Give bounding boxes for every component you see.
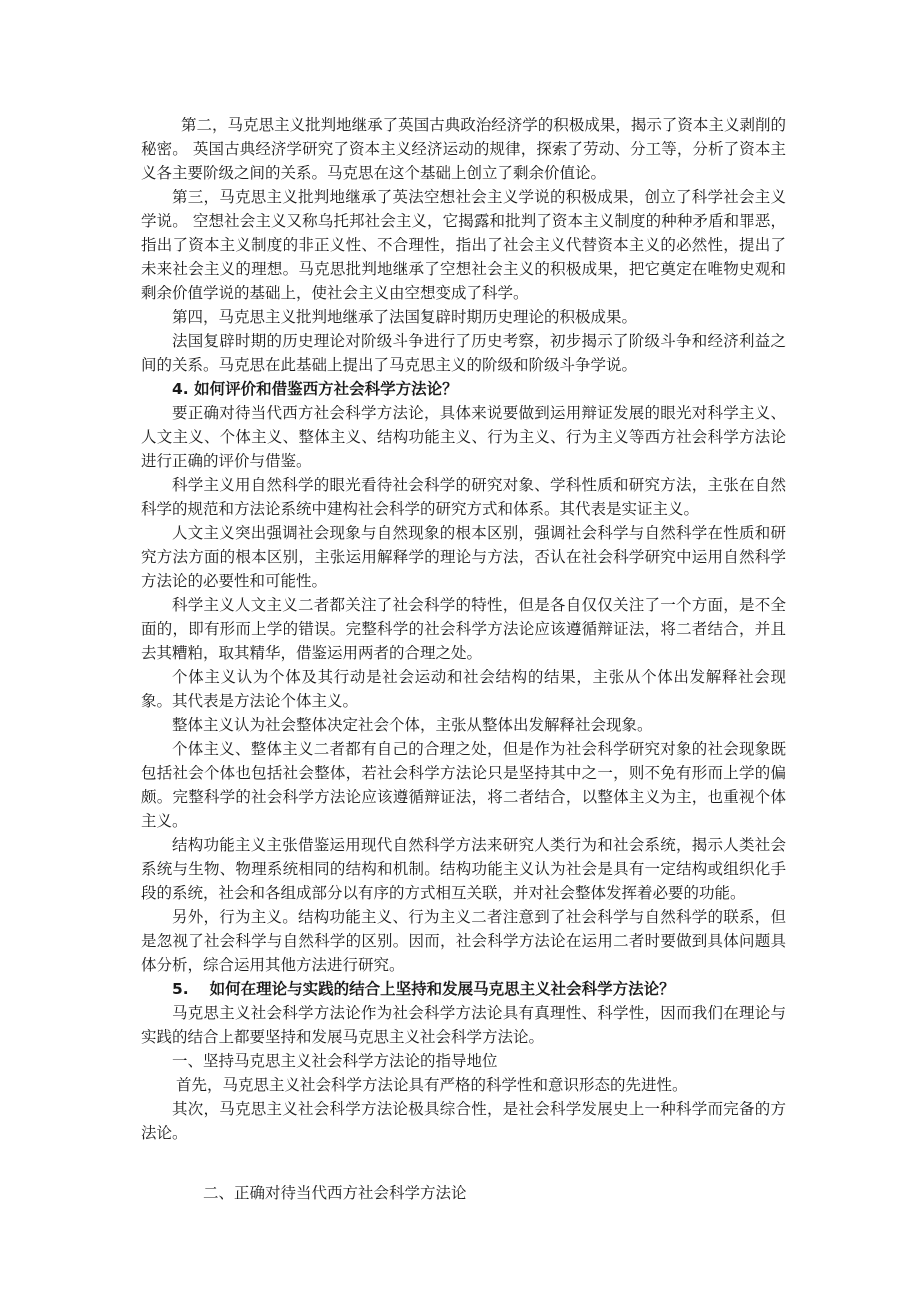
paragraph: 法国复辟时期的历史理论对阶级斗争进行了历史考察，初步揭示了阶级斗争和经济利益之间的关系。马克思在此基础上提出了马克思主义的阶级和阶级斗争学说。 (141, 332, 786, 374)
paragraph: 第四，马克思主义批判地继承了法国复辟时期历史理论的积极成果。 (172, 308, 638, 326)
paragraph: 首先，马克思主义社会科学方法论具有严格的科学性和意识形态的先进性。 (176, 1076, 688, 1094)
paragraph: 人文主义突出强调社会现象与自然现象的根本区别，强调社会科学与自然科学在性质和研究方法方面的根本区别，主张运用解释学的理论与方法，否认在社会科学研究中运用自然科学方法论的必要性和可能性。 (141, 524, 786, 590)
paragraph: 第三，马克思主义批判地继承了英法空想社会主义学说的积极成果，创立了科学社会主义学说。 空想社会主义又称乌托邦社会主义，它揭露和批判了资本主义制度的种种矛盾和罪恶，指出了资本主义制度的非正义性、不合理性，指出了社会主义代替资本主义的必然性，提出了未来社会主义的理想。马克思批判地继承了空想社会主义的积极成果，把它奠定在唯物史观和剩余价值学说的基础上，使社会主义由空想变成了科学。 (141, 188, 786, 302)
paragraph: 另外，行为主义。结构功能主义、行为主义二者注意到了社会科学与自然科学的联系，但是忽视了社会科学与自然科学的区别。因而，社会科学方法论在运用二者时要做到具体问题具体分析，综合运用其他方法进行研究。 (141, 908, 786, 974)
paragraph: 第二，马克思主义批判地继承了英国古典政治经济学的积极成果，揭示了资本主义剥削的秘密。 英国古典经济学研究了资本主义经济运动的规律，探索了劳动、分工等，分析了资本主义各主要阶级之间的关系。马克思在这个基础上创立了剩余价值论。 (141, 116, 786, 182)
paragraph: 一、坚持马克思主义社会科学方法论的指导地位 (172, 1052, 498, 1070)
paragraph: 科学主义人文主义二者都关注了社会科学的特性，但是各自仅仅关注了一个方面，是不全面的，即有形而上学的错误。完整科学的社会科学方法论应该遵循辩证法，将二者结合，并且去其糟粕，取其精华，借鉴运用两者的合理之处。 (141, 596, 786, 662)
section-heading: 4. 如何评价和借鉴西方社会科学方法论？ (172, 380, 458, 398)
paragraph: 马克思主义社会科学方法论作为社会科学方法论具有真理性、科学性，因而我们在理论与实践的结合上都要坚持和发展马克思主义社会科学方法论。 (141, 1004, 786, 1046)
document-body (141, 113, 786, 1205)
paragraph: 整体主义认为社会整体决定社会个体，主张从整体出发解释社会现象。 (172, 716, 653, 734)
paragraph: 要正确对待当代西方社会科学方法论，具体来说要做到运用辩证发展的眼光对科学主义、人文主义、个体主义、整体主义、结构功能主义、行为主义、行为主义等西方社会科学方法论进行正确的评价与借鉴。 (141, 404, 786, 470)
paragraph: 二、正确对待当代西方社会科学方法论 (203, 1184, 467, 1202)
section-heading: 5. 如何在理论与实践的结合上坚持和发展马克思主义社会科学方法论？ (172, 980, 675, 998)
paragraph: 个体主义认为个体及其行动是社会运动和社会结构的结果，主张从个体出发解释社会现象。其代表是方法论个体主义。 (141, 668, 786, 710)
paragraph: 科学主义用自然科学的眼光看待社会科学的研究对象、学科性质和研究方法，主张在自然科学的规范和方法论系统中建构社会科学的研究方式和体系。其代表是实证主义。 (141, 476, 786, 518)
paragraph: 个体主义、整体主义二者都有自己的合理之处，但是作为社会科学研究对象的社会现象既包括社会个体也包括社会整体，若社会科学方法论只是坚持其中之一，则不免有形而上学的偏颇。完整科学的社会科学方法论应该遵循辩证法，将二者结合，以整体主义为主，也重视个体主义。 (141, 740, 786, 830)
paragraph: 其次，马克思主义社会科学方法论极具综合性，是社会科学发展史上一种科学而完备的方法论。 (141, 1100, 786, 1142)
paragraph: 结构功能主义主张借鉴运用现代自然科学方法来研究人类行为和社会系统，揭示人类社会系统与生物、物理系统相同的结构和机制。结构功能主义认为社会是具有一定结构或组织化手段的系统，社会和各组成部分以有序的方式相互关联，并对社会整体发挥着必要的功能。 (141, 836, 786, 902)
spacer (141, 1161, 786, 1165)
